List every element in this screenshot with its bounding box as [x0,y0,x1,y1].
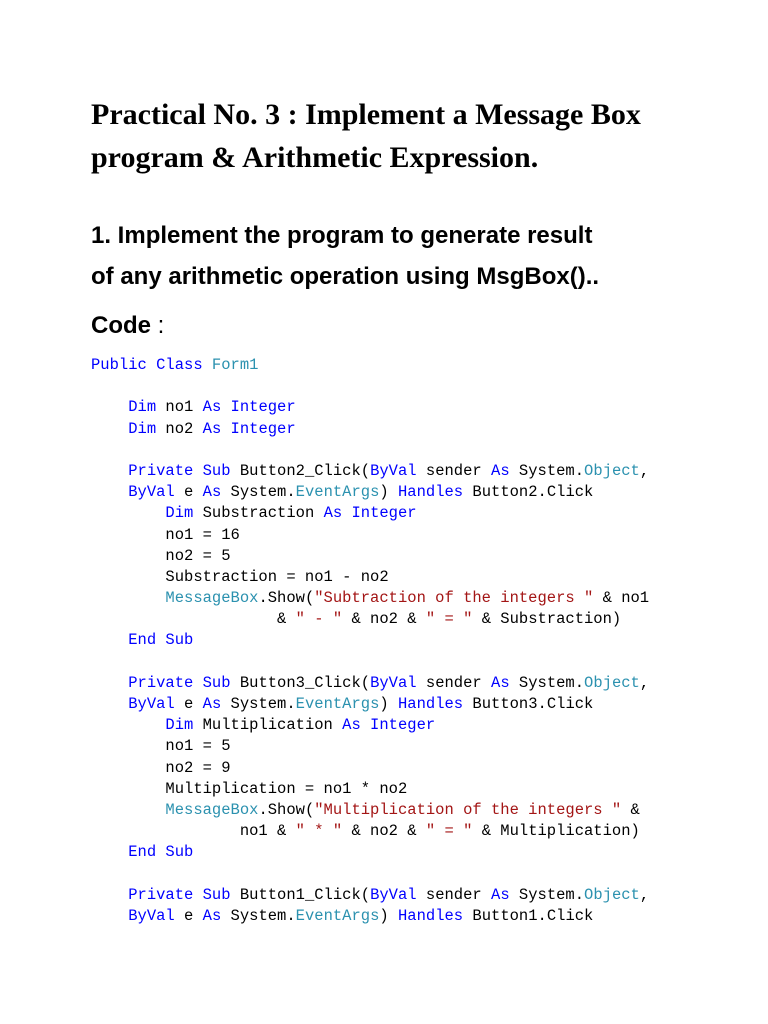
code-token: no1 = 5 [91,737,231,756]
code-token: " - " [295,610,343,629]
code-token: ) [379,695,398,713]
code-token: , [639,673,650,692]
code-label [91,305,164,346]
code-line [91,609,751,630]
code-line [91,355,751,376]
code-token: Button3_Click( [230,673,371,692]
code-token: e [174,906,203,925]
code-line [91,779,751,800]
code-token: As [202,906,222,925]
code-token: & Substraction) [472,610,622,629]
code-token [91,462,128,480]
code-token: As Integer [202,419,296,438]
code-token: As [491,461,510,480]
heading-line: 1. Implement the program to generate result [91,222,593,249]
code-token: no1 [156,398,203,417]
code-token: no2 = 9 [91,758,231,777]
code-line [91,546,751,567]
code-token: Substraction [193,504,324,523]
title-line: program & Arithmetic Expression. [91,141,539,174]
code-token: As [202,695,222,713]
code-token: EventArgs [295,906,380,925]
code-token: sender [416,673,492,692]
code-line [91,758,751,779]
code-line [91,673,751,694]
code-token: ByVal [128,483,175,502]
code-token: ByVal [128,695,175,713]
code-token: Button1_Click( [230,885,371,904]
code-token: As Integer [342,716,436,735]
code-token: System. [509,885,585,904]
code-token: As [202,483,222,502]
code-token [91,801,165,819]
code-token [91,483,128,501]
code-token: no2 [156,419,203,438]
code-token [91,398,128,416]
code-token [91,695,128,713]
code-token: Private Sub [128,461,231,480]
code-line [91,461,751,482]
heading-line: of any arithmetic operation using MsgBox().. [91,263,600,290]
code-token [91,504,165,522]
code-token: Button1.Click [463,906,594,925]
code-line [91,736,751,757]
code-token: Handles [398,906,464,925]
code-token: As [491,885,510,904]
code-token: Dim [165,504,194,523]
code-token: System. [509,673,585,692]
code-label-text: Code [91,312,151,339]
code-token: .Show( [258,800,315,819]
code-token: Multiplication = no1 * no2 [91,779,408,798]
code-token: ByVal [128,906,175,925]
code-token: Multiplication [193,716,343,735]
code-token: , [639,885,650,904]
code-token [91,907,128,925]
code-token: .Show( [258,589,315,608]
code-token: EventArgs [295,695,380,713]
code-token: Public Class [91,356,212,374]
code-token [91,886,128,904]
code-line [91,821,751,842]
code-token: no1 & [91,822,296,841]
code-token: ByVal [370,885,417,904]
title-line: Practical No. 3 : Implement a Message Box [91,98,641,131]
code-token: End Sub [128,843,194,862]
code-token: "Multiplication of the integers " [314,800,622,819]
code-token: Private Sub [128,885,231,904]
code-token: ) [379,906,398,925]
code-token: Private Sub [128,673,231,692]
code-token: Handles [398,695,464,713]
code-token: & [91,610,296,629]
code-token [91,843,128,861]
code-token: & [621,800,640,819]
code-token: Handles [398,483,464,502]
code-token: ) [379,483,398,502]
code-line [91,652,751,673]
code-token: MessageBox [165,589,259,608]
code-token: As [491,673,510,692]
code-line [91,842,751,863]
code-token: ByVal [370,461,417,480]
code-token: Button2_Click( [230,461,371,480]
code-token [91,716,165,734]
code-token: ByVal [370,673,417,692]
code-line [91,525,751,546]
code-token: As Integer [202,398,296,417]
page-title [91,93,751,179]
code-line [91,503,751,524]
code-token [91,589,165,607]
code-token: sender [416,885,492,904]
code-token: " * " [295,822,343,841]
code-token: Object [584,461,640,480]
code-token: "Subtraction of the integers " [314,589,594,608]
code-token: Dim [165,716,194,735]
code-line [91,567,751,588]
code-token: Dim [128,419,157,438]
code-line [91,864,751,885]
code-token: End Sub [128,631,194,650]
code-line [91,419,751,440]
code-line [91,800,751,821]
code-token: Button3.Click [463,695,594,713]
code-token [91,420,128,438]
code-token: MessageBox [165,800,259,819]
code-token: , [639,461,650,480]
code-line [91,376,751,397]
code-token: & no1 [593,589,650,608]
code-token [91,631,128,649]
code-label-colon: : [151,312,165,339]
code-line [91,440,751,461]
code-token [91,674,128,692]
code-token: System. [221,695,296,713]
code-token: Form1 [211,356,259,374]
code-line [91,906,751,927]
code-token: " = " [425,822,473,841]
code-line [91,482,751,503]
code-token: Substraction = no1 - no2 [91,567,389,586]
code-token: e [174,695,203,713]
code-token: EventArgs [295,483,380,502]
code-token: sender [416,461,492,480]
code-line [91,694,751,715]
code-token: & Multiplication) [472,822,640,841]
code-token: System. [221,483,296,502]
question-heading [91,215,751,297]
code-token: As Integer [323,504,417,523]
code-token: & no2 & [342,610,426,629]
code-token: no1 = 16 [91,525,240,544]
code-token: Button2.Click [463,483,594,502]
code-token: System. [221,906,296,925]
code-line [91,715,751,736]
code-token: Object [584,673,640,692]
code-line [91,630,751,651]
code-token: & no2 & [342,822,426,841]
code-token: " = " [425,610,473,629]
code-token: Object [584,885,640,904]
code-line [91,885,751,906]
code-token: System. [509,461,585,480]
code-block [91,355,751,927]
code-token: no2 = 5 [91,546,231,565]
code-token: Dim [128,398,157,417]
code-token: e [174,483,203,502]
code-line [91,588,751,609]
code-line [91,397,751,418]
